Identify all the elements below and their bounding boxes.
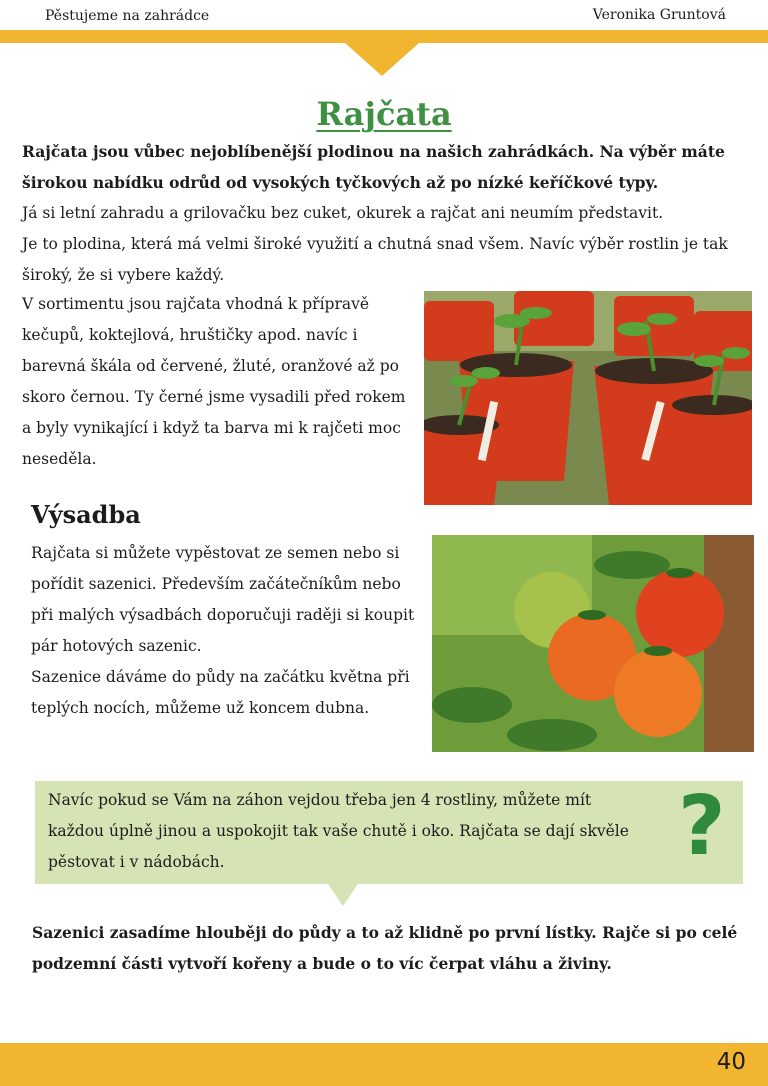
section-heading: Výsadba — [31, 500, 141, 529]
header-left-title: Pěstujeme na zahrádce — [45, 8, 210, 24]
intro-line-2: Je to plodina, která má velmi široké využití a chutná snad všem. Navíc výběr rostlin je tak široký, že si vybere každý. — [22, 235, 728, 284]
seedlings-photo — [424, 291, 752, 505]
planting-paragraph-2: Sazenice dáváme do půdy na začátku května při teplých nocích, můžeme už koncem dubna. — [31, 668, 410, 717]
planting-paragraph-1: Rajčata si můžete vypěstovat ze semen nebo si pořídit sazenici. Především začátečníkům nebo při malých výsadbách doporučuji raději si koupit pár hotových sazenic. — [31, 544, 415, 655]
top-accent-triangle — [345, 43, 419, 76]
intro-line-1: Já si letní zahradu a grilovačku bez cuket, okurek a rajčat ani neumím představit. — [22, 204, 664, 222]
question-mark-icon: ? — [678, 779, 726, 874]
tomatoes-photo — [432, 535, 754, 752]
footer-bar — [0, 1043, 768, 1086]
closing-paragraph: Sazenici zasadíme hlouběji do půdy a to až klidně po první lístky. Rajče si po celé podzemní části vytvoří kořeny a bude o to víc čerpat vláhu a živiny. — [32, 923, 738, 973]
tip-callout — [35, 781, 743, 884]
page-title: Rajčata — [316, 95, 452, 134]
sortiment-paragraph: V sortimentu jsou rajčata vhodná k přípravě kečupů, koktejlová, hruštičky apod. navíc i barevná škála od červené, žluté, oranžové až po skoro černou. Ty černé jsme vysadili před rokem a byly vynikající i když ta barva mi k rajčeti moc neseděla. — [22, 295, 406, 468]
top-accent-bar — [0, 30, 768, 43]
planting-text — [31, 538, 426, 724]
tip-text: Navíc pokud se Vám na záhon vejdou třeba jen 4 rostliny, můžete mít každou úplně jinou a uspokojit tak vaše chutě i oko. Rajčata se dají skvěle pěstovat i v nádobách. — [48, 791, 629, 871]
callout-pointer — [328, 884, 358, 906]
page-number: 40 — [716, 1049, 746, 1075]
intro-block — [22, 136, 750, 291]
header-author: Veronika Gruntová — [592, 7, 726, 23]
intro-bold-paragraph: Rajčata jsou vůbec nejoblíbenější plodinou na našich zahrádkách. Na výběr máte širokou nabídku odrůd od vysokých tyčkových až po nízké keříčkové typy. — [22, 142, 725, 192]
